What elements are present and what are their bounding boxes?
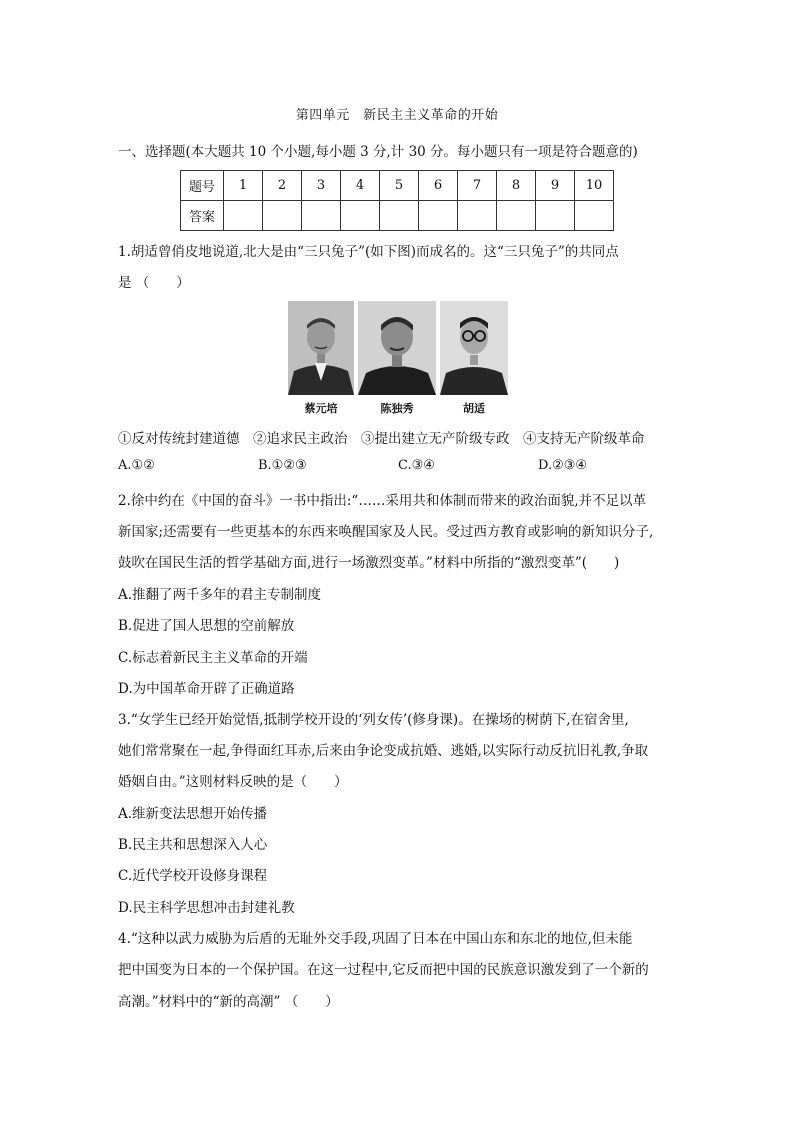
- question-4-text: 4.“这种以武力威胁为后盾的无耻外交手段,巩固了日本在中国山东和东北的地位,但未能: [118, 931, 633, 947]
- option-c[interactable]: C.③④: [398, 458, 435, 473]
- portrait-photo-icon: [358, 301, 436, 395]
- question-number: 7: [458, 171, 497, 201]
- answer-cell[interactable]: [341, 201, 380, 231]
- option-d[interactable]: D.②③④: [538, 458, 588, 473]
- answer-cell[interactable]: [497, 201, 536, 231]
- question-number: 3: [302, 171, 341, 201]
- option-c[interactable]: C.标志着新民主主义革命的开端: [118, 650, 308, 666]
- option-b[interactable]: B.民主共和思想深入人心: [118, 837, 268, 853]
- question-number: 4: [341, 171, 380, 201]
- question-number: 5: [380, 171, 419, 201]
- question-number: 10: [575, 171, 614, 201]
- answer-cell[interactable]: [263, 201, 302, 231]
- row-label-answer: 答案: [181, 201, 224, 231]
- question-number: 1: [224, 171, 263, 201]
- option-b[interactable]: B.促进了国人思想的空前解放: [118, 618, 295, 634]
- question-1-text-cont: 是 （ ）: [118, 275, 190, 291]
- question-1-text: 1.胡适曾俏皮地说道,北大是由“三只兔子”(如下图)而成名的。这“三只兔子”的共同点: [118, 244, 619, 260]
- question-3-text-cont: 婚姻自由。”这则材料反映的是（ ）: [118, 774, 348, 790]
- question-number: 6: [419, 171, 458, 201]
- section-heading: 一、选择题(本大题共 10 个小题,每小题 3 分,计 30 分。每小题只有一项是符合题意的): [118, 144, 638, 160]
- option-a[interactable]: A.维新变法思想开始传播: [118, 806, 268, 822]
- question-number: 2: [263, 171, 302, 201]
- portrait-group: [288, 301, 508, 416]
- answer-table: [180, 170, 614, 231]
- option-b[interactable]: B.①②③: [258, 458, 307, 473]
- question-2-text: 2.徐中约在《中国的奋斗》一书中指出:“……采用共和体制而带来的政治面貌,并不足以革: [118, 493, 647, 509]
- table-row: [181, 201, 614, 231]
- question-number: 8: [497, 171, 536, 201]
- question-4-text-cont: 高潮。”材料中的“新的高潮” （ ）: [118, 994, 339, 1010]
- option-a[interactable]: A.推翻了两千多年的君主专制制度: [118, 587, 322, 603]
- answer-cell[interactable]: [419, 201, 458, 231]
- option-d[interactable]: D.民主科学思想冲击封建礼教: [118, 900, 295, 916]
- answer-cell[interactable]: [224, 201, 263, 231]
- question-3-text-cont: 她们常常聚在一起,争得面红耳赤,后来由争论变成抗婚、逃婚,以实际行动反抗旧礼教,争取: [118, 743, 649, 759]
- row-label-number: 题号: [181, 171, 224, 201]
- question-3-text: 3.“女学生已经开始觉悟,抵制学校开设的‘列女传’(修身课)。在操场的树荫下,在宿舍里,: [118, 712, 629, 728]
- question-4-text-cont: 把中国变为日本的一个保护国。在这一过程中,它反而把中国的民族意识激发到了一个新的: [118, 962, 649, 978]
- question-2-text-cont: 鼓吹在国民生活的哲学基础方面,进行一场激烈变革。”材料中所指的“激烈变革”( ): [118, 555, 620, 571]
- portrait-caption: 陈独秀: [380, 402, 414, 415]
- answer-cell[interactable]: [536, 201, 575, 231]
- option-c[interactable]: C.近代学校开设修身课程: [118, 868, 268, 884]
- answer-cell[interactable]: [575, 201, 614, 231]
- table-row: [181, 171, 614, 201]
- answer-cell[interactable]: [302, 201, 341, 231]
- option-d[interactable]: D.为中国革命开辟了正确道路: [118, 681, 295, 697]
- answer-cell[interactable]: [380, 201, 419, 231]
- question-1-statements: ①反对传统封建道德 ②追求民主政治 ③提出建立无产阶级专政 ④支持无产阶级革命: [118, 431, 645, 447]
- question-2-text-cont: 新国家;还需要有一些更基本的东西来唤醒国家及人民。受过西方教育或影响的新知识分子,: [118, 524, 654, 540]
- portrait-caption: 胡适: [463, 402, 485, 415]
- page-title: 第四单元 新民主主义革命的开始: [295, 108, 499, 123]
- portrait-caption: 蔡元培: [304, 402, 338, 415]
- portrait-photo-icon: [288, 301, 354, 395]
- question-number: 9: [536, 171, 575, 201]
- answer-cell[interactable]: [458, 201, 497, 231]
- portrait-photo-icon: [440, 301, 508, 395]
- option-a[interactable]: A.①②: [118, 458, 155, 473]
